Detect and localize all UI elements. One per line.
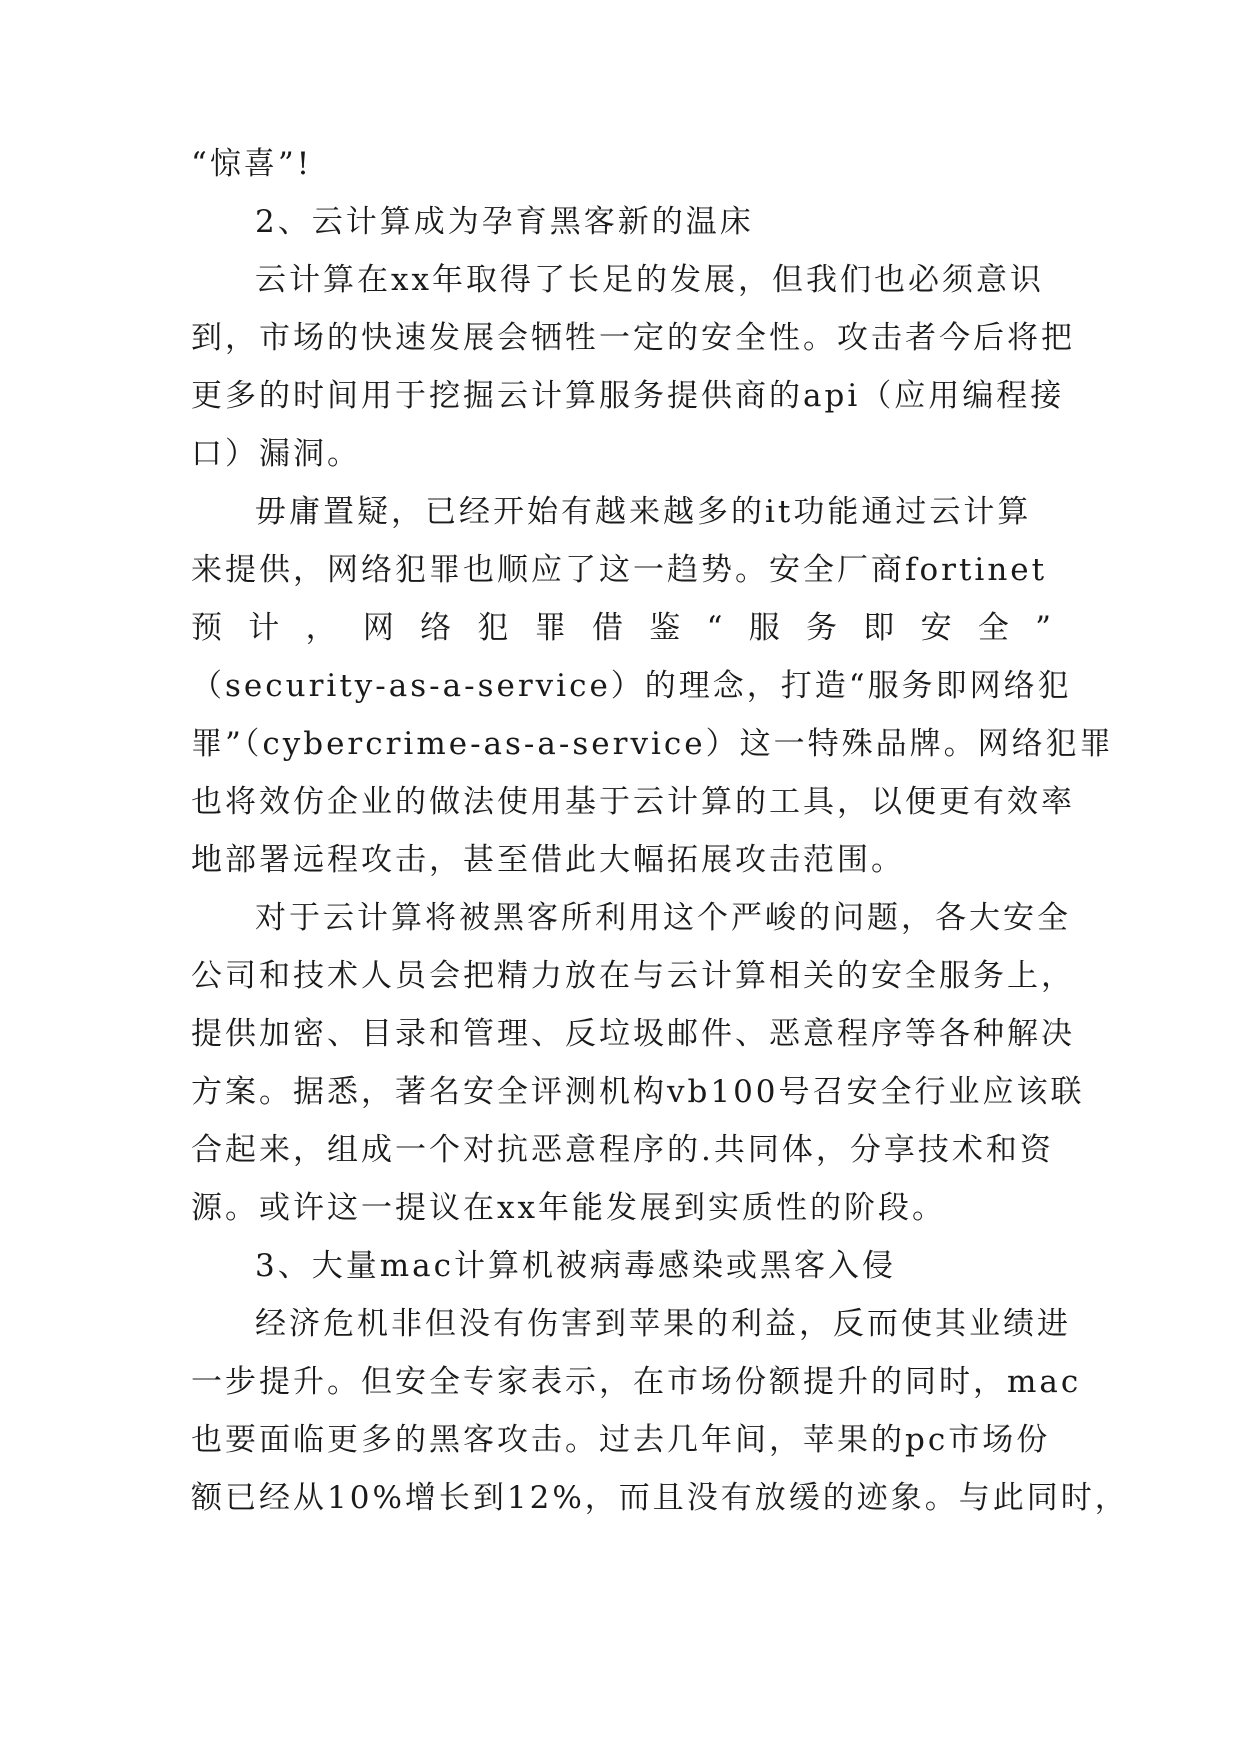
- text-line: 来提供，网络犯罪也顺应了这一趋势。安全厂商fortinet: [191, 552, 1048, 588]
- text-line: 毋庸置疑，已经开始有越来越多的it功能通过云计算: [255, 494, 1032, 530]
- text-line: 方案。据悉，著名安全评测机构vb100号召安全行业应该联: [191, 1074, 1085, 1110]
- text-line: 也将效仿企业的做法使用基于云计算的工具，以便更有效率: [191, 784, 1075, 820]
- section-heading: 2、云计算成为孕育黑客新的温床: [255, 204, 754, 240]
- text-line: 额已经从10%增长到12%，而且没有放缓的迹象。与此同时，: [191, 1480, 1129, 1516]
- text-line: 公司和技术人员会把精力放在与云计算相关的安全服务上，: [191, 958, 1075, 994]
- section-heading: 3、大量mac计算机被病毒感染或黑客入侵: [255, 1248, 896, 1284]
- text-line: 更多的时间用于挖掘云计算服务提供商的api（应用编程接: [191, 378, 1065, 414]
- text-line: 预计，网络犯罪借鉴“服务即安全”: [191, 610, 1053, 646]
- text-line: 云计算在xx年取得了长足的发展，但我们也必须意识: [255, 262, 1044, 298]
- text-line: 也要面临更多的黑客攻击。过去几年间，苹果的pc市场份: [191, 1422, 1051, 1458]
- text-line: （security-as-a-service）的理念，打造“服务即网络犯: [191, 668, 1072, 704]
- text-line: 一步提升。但安全专家表示，在市场份额提升的同时，mac: [191, 1364, 1082, 1400]
- text-line: 对于云计算将被黑客所利用这个严峻的问题，各大安全: [255, 900, 1071, 936]
- text-line: 经济危机非但没有伤害到苹果的利益，反而使其业绩进: [255, 1306, 1071, 1342]
- text-line: 提供加密、目录和管理、反垃圾邮件、恶意程序等各种解决: [191, 1016, 1075, 1052]
- text-line: 罪”（cybercrime-as-a-service）这一特殊品牌。网络犯罪: [191, 726, 1114, 762]
- text-line: 合起来，组成一个对抗恶意程序的.共同体，分享技术和资: [191, 1132, 1054, 1168]
- text-line: 到，市场的快速发展会牺牲一定的安全性。攻击者今后将把: [191, 320, 1075, 356]
- text-line: 口）漏洞。: [191, 436, 361, 472]
- text-line: 源。或许这一提议在xx年能发展到实质性的阶段。: [191, 1190, 946, 1226]
- text-line: “惊喜”!: [191, 146, 313, 182]
- text-line: 地部署远程攻击，甚至借此大幅拓展攻击范围。: [191, 842, 905, 878]
